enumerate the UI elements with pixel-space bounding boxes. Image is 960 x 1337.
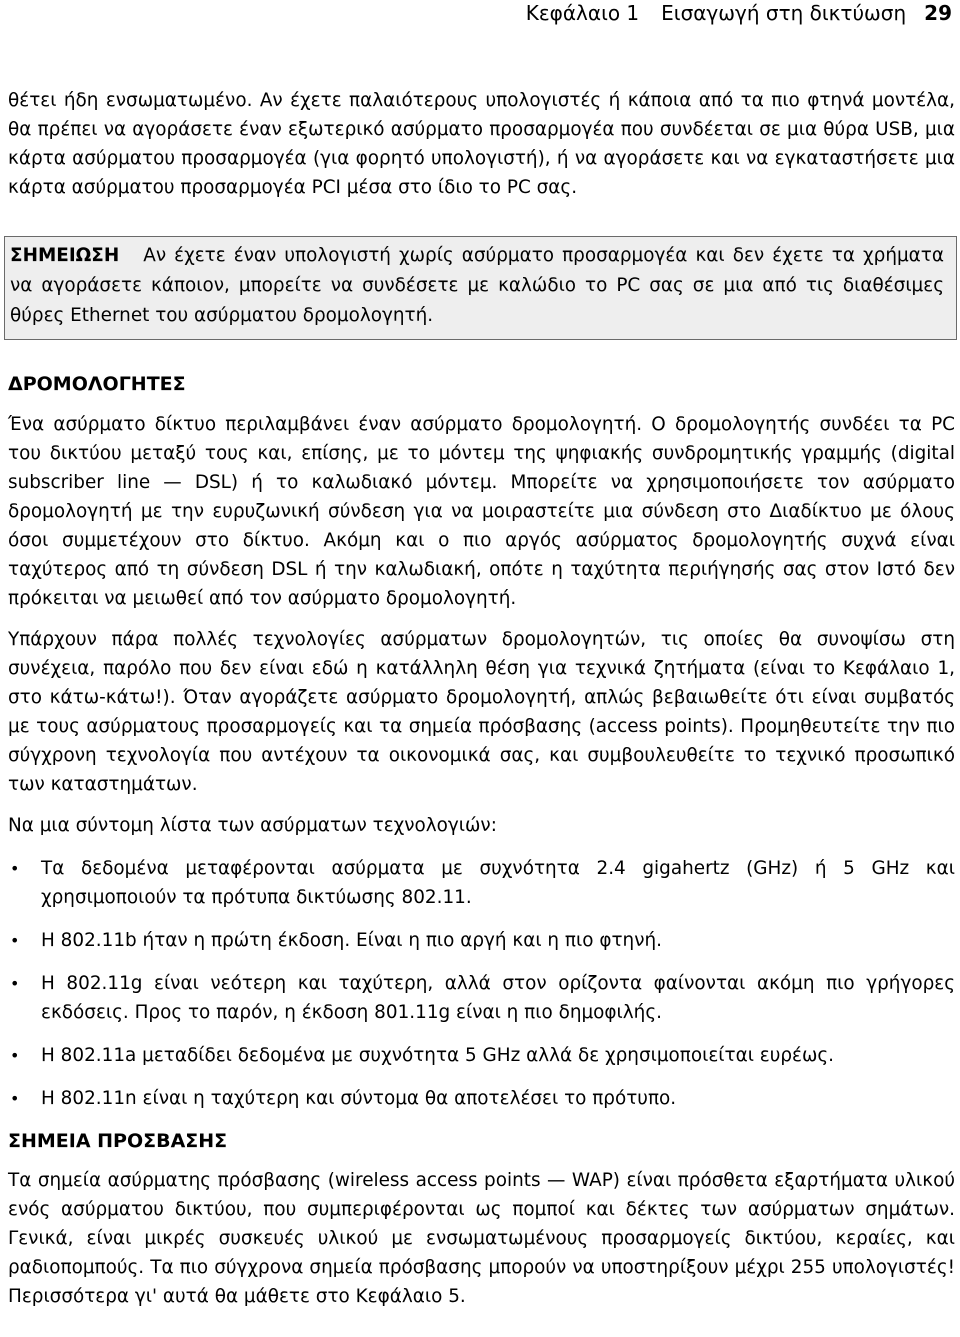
chapter-label: Κεφάλαιο 1 xyxy=(525,1,640,25)
note-label: ΣΗΜΕΙΩΣΗ xyxy=(10,245,120,266)
list-item-text: Τα δεδομένα μεταφέρονται ασύρματα με συχνότητα 2.4 gigahertz (GHz) ή 5 GHz και χρησιμοποιούν τα πρότυπα δικτύωσης 802.11. xyxy=(41,858,955,908)
list-item-text: Η 802.11b ήταν η πρώτη έκδοση. Είναι η πιο αργή και η πιο φτηνή. xyxy=(41,930,662,951)
bullet-icon: • xyxy=(10,1046,20,1065)
access-points-paragraph: Τα σημεία ασύρματης πρόσβασης (wireless access points — WAP) είναι πρόσθετα εξαρτήματα υλικού ενός ασύρματου δικτύου, που συμπεριφέρονται ως πομποί και δέκτες των ασύρματων σημάτων. Γενικά, είναι μικρές συσκευές υλικού με ενσωματωμένους προσαρμογείς δικτύου, κεραίες, και ραδιοπομπούς. Τα πιο σύγχρονα σημεία πρόσβασης μπορούν να υποστηρίξουν μέχρι 255 υπολογιστές! Περισσότερα γι' αυτά θα μάθετε στο Κεφάλαιο 5. xyxy=(8,1170,955,1307)
note-body xyxy=(10,241,944,331)
note-box xyxy=(4,236,957,340)
page-content xyxy=(8,86,955,1311)
routers-paragraph-1: Ένα ασύρματο δίκτυο περιλαμβάνει έναν ασύρματο δρομολογητή. Ο δρομολογητής συνδέει τα PC του δικτύου μεταξύ τους και, επίσης, με το μόντεμ της ψηφιακής συνδρομητικής γραμμής (digital subscriber line — DSL) ή το καλωδιακό μόντεμ. Μπορείτε να χρησιμοποιήσετε τον ασύρματο δρομολογητή με την ευρυζωνική σύνδεση για να μοιραστείτε μια σύνδεση στο Διαδίκτυο με όλους όσοι συμμετέχουν στο δίκτυο. Ακόμη και ο πιο αργός ασύρματος δρομολογητής συχνά είναι ταχύτερος από τη σύνδεση DSL ή την καλωδιακή, οπότε η ταχύτητα περιήγησής σας στον Ιστό δεν πρόκειται να μειωθεί από τον ασύρματο δρομολογητή. xyxy=(8,414,955,609)
list-intro: Να μια σύντομη λίστα των ασύρματων τεχνολογιών: xyxy=(8,815,497,836)
routers-paragraph-2: Υπάρχουν πάρα πολλές τεχνολογίες ασύρματων δρομολογητών, τις οποίες θα συνοψίσω στη συνέχεια, παρόλο που δεν είναι εδώ η κατάλληλη θέση για τεχνικά ζητήματα (είναι το Κεφάλαιο 1, στο κάτω-κάτω!). Όταν αγοράζετε ασύρματο δρομολογητή, απλώς βεβαιωθείτε ότι είναι συμβατός με τους ασύρματους προσαρμογείς και τα σημεία πρόσβασης (access points). Προμηθευτείτε την πιο σύγχρονη τεχνολογία που αντέχουν τα οικονομικά σας, και συμβουλευθείτε το τεχνικό προσωπικό των καταστημάτων. xyxy=(8,629,955,795)
bullet-icon: • xyxy=(10,1089,20,1108)
wireless-tech-list xyxy=(8,854,955,1113)
bullet-icon: • xyxy=(10,931,20,950)
routers-heading: ΔΡΟΜΟΛΟΓΗΤΕΣ xyxy=(8,373,186,395)
list-item xyxy=(8,1084,955,1113)
note-text: Αν έχετε έναν υπολογιστή χωρίς ασύρματο προσαρμογέα και δεν έχετε τα χρήματα να αγοράσετε κάποιον, μπορείτε να συνδέσετε με καλώδιο το PC σας σε μια από τις διαθέσιμες θύρες Ethernet του ασύρματου δρομολογητή. xyxy=(10,245,944,326)
list-item xyxy=(8,926,955,955)
intro-paragraph: θέτει ήδη ενσωματωμένο. Αν έχετε παλαιότερους υπολογιστές ή κάποια από τα πιο φτηνά μοντέλα, θα πρέπει να αγοράσετε έναν εξωτερικό ασύρματο προσαρμογέα που συνδέεται σε μια θύρα USB, μια κάρτα ασύρματου προσαρμογέα (για φορητό υπολογιστή), ή να αγοράσετε και να εγκαταστήσετε μια κάρτα ασύρματου προσαρμογέα PCI μέσα στο ίδιο το PC σας. xyxy=(8,90,955,198)
list-item xyxy=(8,854,955,912)
list-item xyxy=(8,1041,955,1070)
list-item-text: Η 802.11a μεταδίδει δεδομένα με συχνότητα 5 GHz αλλά δε χρησιμοποιείται ευρέως. xyxy=(41,1045,835,1066)
list-item xyxy=(8,969,955,1027)
list-item-text: Η 802.11n είναι η ταχύτερη και σύντομα θα αποτελέσει το πρότυπο. xyxy=(41,1088,677,1109)
bullet-icon: • xyxy=(10,974,20,993)
access-points-heading: ΣΗΜΕΙΑ ΠΡΟΣΒΑΣΗΣ xyxy=(8,1130,228,1152)
bullet-icon: • xyxy=(10,859,20,878)
page-number: 29 xyxy=(924,1,952,25)
chapter-title: Εισαγωγή στη δικτύωση xyxy=(661,1,907,25)
list-item-text: Η 802.11g είναι νεότερη και ταχύτερη, αλλά στον ορίζοντα φαίνονται ακόμη πιο γρήγορες εκδόσεις. Προς το παρόν, η έκδοση 801.11g είναι η πιο δημοφιλής. xyxy=(41,973,956,1023)
running-header xyxy=(526,0,952,26)
